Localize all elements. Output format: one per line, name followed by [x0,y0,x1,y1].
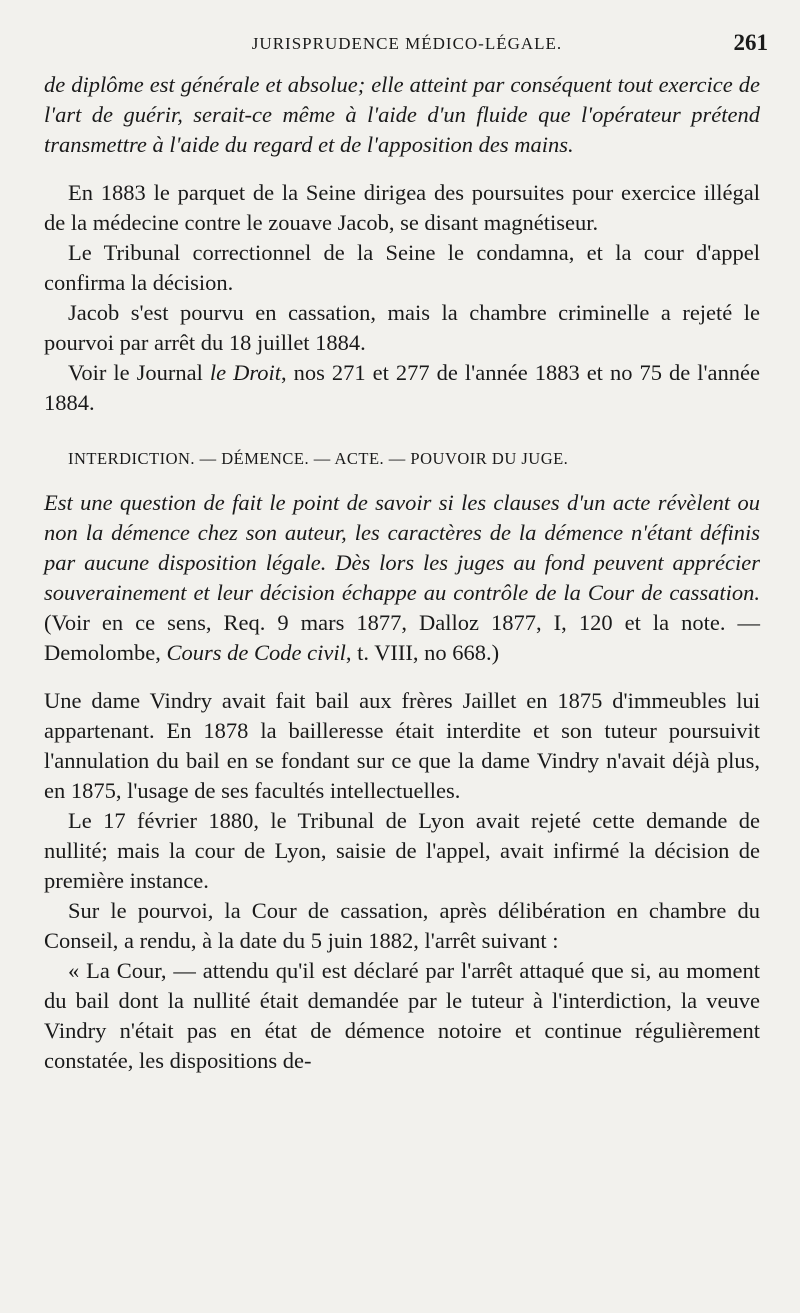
page-number: 261 [733,30,768,55]
section-summary [44,488,760,668]
page-header [40,30,774,60]
journal-title: le Droit [209,360,282,385]
paragraph: En 1883 le parquet de la Seine dirigea des poursuites pour exercice illégal de la médecine contre le zouave Jacob, se disant magnétiseur. [44,180,760,235]
summary-text: Est une question de fait le point de savoir si les clauses d'un acte révèlent ou non la démence chez son auteur, les caractères de la démence n'étant définis par aucune disposition légale. Dès lors les juges au fond peuvent apprécier souverainement et leur décision échappe au contrôle de la Cour de cassation. [44,490,760,605]
paragraph-continued-summary: de diplôme est générale et absolue; elle atteint par conséquent tout exercice de l'art de guérir, serait-ce même à l'aide d'un fluide que l'opérateur prétend transmettre à l'aide du regard et de l'apposition des mains. [44,72,760,157]
page-content [44,70,760,1076]
paragraph-reference [44,358,760,418]
summary-citation: (Voir en ce sens, Req. 9 mars 1877, Dalloz 1877, I, 120 et la note. — Demolombe, [44,610,760,665]
section-rubric: INTERDICTION. — DÉMENCE. — ACTE. — POUVOIR DU JUGE. [68,449,569,468]
reference-text: , nos 271 et 277 de l'année 1883 et no 75 de l'année 1884. [44,360,760,415]
paragraph: Jacob s'est pourvu en cassation, mais la chambre criminelle a rejeté le pourvoi par arrêt du 18 juillet 1884. [44,300,760,355]
paragraph: Le Tribunal correctionnel de la Seine le condamna, et la cour d'appel confirma la décision. [44,240,760,295]
reference-text: Voir le Journal [68,360,210,385]
running-title: JURISPRUDENCE MÉDICO-LÉGALE. [251,34,563,53]
paragraph: Le 17 février 1880, le Tribunal de Lyon avait rejeté cette demande de nullité; mais la cour de Lyon, saisie de l'appel, avait infirmé la décision de première instance. [44,808,760,893]
paragraph: Sur le pourvoi, la Cour de cassation, après délibération en chambre du Conseil, a rendu, à la date du 5 juin 1882, l'arrêt suivant : [44,898,760,953]
paragraph-quote: « La Cour, — attendu qu'il est déclaré par l'arrêt attaqué que si, au moment du bail dont la nullité était demandée par le tuteur à l'interdiction, la veuve Vindry n'était pas en état de démence notoire et continue régulièrement constatée, les dispositions de- [44,958,760,1073]
cited-work: Cours de Code civil [166,640,346,665]
paragraph: Une dame Vindry avait fait bail aux frères Jaillet en 1875 d'immeubles lui appartenant. En 1878 la bailleresse était interdite et son tuteur poursuivit l'annulation du bail en se fondant sur ce que la dame Vindry n'avait déjà plus, en 1875, l'usage de ses facultés intellectuelles. [44,688,760,803]
summary-citation: , t. VIII, no 668.) [345,640,500,665]
